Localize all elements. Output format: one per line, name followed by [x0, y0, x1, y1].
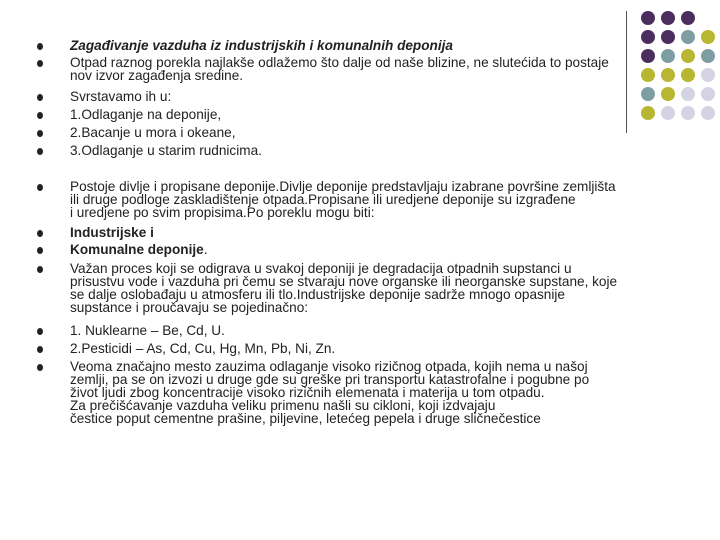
period: . — [203, 242, 208, 257]
list-item — [70, 144, 655, 157]
list-item — [70, 90, 655, 103]
bullet-icon — [37, 364, 43, 371]
text-line: Otpad raznog porekla najlakše odlažemo što dalje od naše blizine, ne slutećida to postaje — [70, 55, 609, 70]
text-line: i uredjene po svim propisima.Po poreklu mogu biti: — [70, 205, 375, 220]
text-line: nov izvor zagađenja sredine. — [70, 68, 244, 83]
decorative-dot — [661, 49, 675, 63]
bullet-icon — [37, 247, 43, 254]
decorative-dot — [661, 11, 675, 25]
list-item — [70, 342, 655, 355]
bullet-icon — [37, 346, 43, 353]
list-item — [70, 243, 655, 256]
list-item — [70, 108, 655, 121]
text-line: život ljudi zbog koncentracije visoko rizičnih elemenata i materija u tom otpadu. — [70, 385, 545, 400]
list-item — [70, 226, 655, 239]
decorative-dot — [661, 30, 675, 44]
text-line: se dalje oslobađaju u atmosferu ili tlo.Industrijske deponije sadrže mnogo opasnije — [70, 287, 565, 302]
decorative-dot — [681, 11, 695, 25]
text-line: Industrijske i — [70, 225, 154, 240]
text-line: 2.Bacanje u mora i okeane, — [70, 125, 236, 140]
text-line: Za prečišćavanje vazduha veliku primenu našli su cikloni, koji izdvajaju — [70, 398, 496, 413]
bullet-icon — [37, 328, 43, 335]
bullet-icon — [37, 43, 43, 50]
bullet-icon — [37, 94, 43, 101]
list-item — [70, 39, 655, 52]
bullet-icon — [37, 148, 43, 155]
decorative-dot — [661, 87, 675, 101]
text-line: Važan proces koji se odigrava u svakoj deponiji je degradacija otpadnih supstanci u — [70, 261, 572, 276]
decorative-dot — [681, 49, 695, 63]
list-item — [70, 360, 655, 425]
slide-title: Zagađivanje vazduha iz industrijskih i komunalnih deponija — [70, 38, 453, 53]
text-line: 1. Nuklearne – Be, Cd, U. — [70, 323, 225, 338]
text-line: supstance i proučavaju se pojedinačno: — [70, 300, 309, 315]
text-line: čestice poput cementne prašine, piljevine, letećeg pepela i druge sličnečestice — [70, 411, 541, 426]
decorative-dot — [681, 106, 695, 120]
decorative-dot — [661, 106, 675, 120]
decorative-dot — [681, 87, 695, 101]
text-line: Postoje divlje i propisane deponije.Divlje deponije predstavljaju izabrane površine zemljišta — [70, 179, 616, 194]
text-line: 3.Odlaganje u starim rudnicima. — [70, 143, 262, 158]
text-line: Svrstavamo ih u: — [70, 89, 172, 104]
decorative-dot — [701, 30, 715, 44]
text-line: 1.Odlaganje na deponije, — [70, 107, 222, 122]
bullet-icon — [37, 184, 43, 191]
decorative-dot — [641, 11, 655, 25]
bullet-icon — [37, 60, 43, 67]
list-item — [70, 262, 655, 314]
list-item — [70, 324, 655, 337]
text-line: Veoma značajno mesto zauzima odlaganje visoko rizičnog otpada, kojih nema u našoj — [70, 359, 588, 374]
decorative-dot — [681, 68, 695, 82]
list-item — [70, 126, 655, 139]
text-line — [70, 243, 655, 256]
decorative-dot — [661, 68, 675, 82]
text-line: zemlji, pa se on izvozi u druge gde su greške pri transportu katastrofalne i pogubne po — [70, 372, 590, 387]
decorative-dot — [681, 30, 695, 44]
list-item — [70, 180, 655, 219]
bullet-icon — [37, 230, 43, 237]
decorative-dot — [701, 68, 715, 82]
decorative-dot — [701, 49, 715, 63]
bullet-icon — [37, 266, 43, 273]
text-line: 2.Pesticidi – As, Cd, Cu, Hg, Mn, Pb, Ni, Zn. — [70, 341, 336, 356]
bullet-icon — [37, 130, 43, 137]
decorative-dot — [701, 87, 715, 101]
text-line: prisustvu vode i vazduha pri čemu se stvaraju nove organske ili neorganske supstane, koje — [70, 274, 618, 289]
text-line: ili druge podloge zaskladištenje otpada.Propisane ili uredjene deponije su izgrađene — [70, 192, 576, 207]
decorative-dot — [701, 106, 715, 120]
list-item — [70, 56, 655, 82]
emphasis: Komunalne deponije — [70, 242, 204, 257]
bullet-icon — [37, 112, 43, 119]
